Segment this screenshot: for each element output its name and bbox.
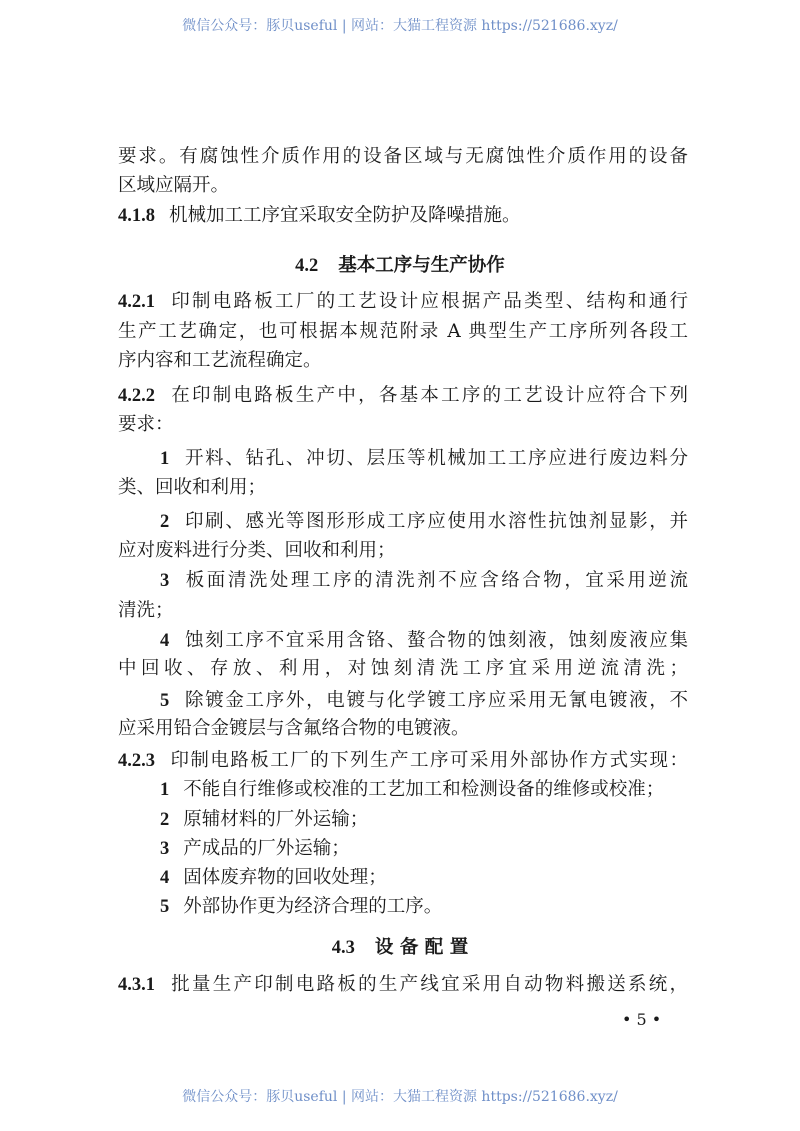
text-line: 中回收、存放、利用，对蚀刻清洗工序宜采用逆流清洗； [118,658,688,679]
text-line: 要求： [118,414,174,435]
watermark-bottom: 微信公众号：豚贝useful | 网站：大猫工程资源 https://521686.xyz/ [182,1089,618,1105]
list-item: 1 开料、钻孔、冲切、层压等机械加工工序应进行废边料分 [160,448,688,469]
page-number: • 5 • [622,1010,662,1029]
section-heading-4-2: 4.2 基本工序与生产协作 [295,255,505,276]
clause-4-2-2: 4.2.2 在印制电路板生产中，各基本工序的工艺设计应符合下列 [118,385,688,406]
clause-4-3-1: 4.3.1 批量生产印制电路板的生产线宜采用自动物料搬送系统， [118,974,688,995]
list-item: 3 板面清洗处理工序的清洗剂不应含络合物，宜采用逆流 [160,570,688,591]
text-line: 区域应隔开。 [118,175,230,196]
list-item: 4 固体废弃物的回收处理； [160,867,387,888]
list-item: 3 产成品的厂外运输； [160,838,350,859]
list-item: 1 不能自行维修或校准的工艺加工和检测设备的维修或校准； [160,779,665,800]
text-line: 应采用铅合金镀层与含氟络合物的电镀液。 [118,718,470,739]
list-item: 5 除镀金工序外，电镀与化学镀工序应采用无氰电镀液，不 [160,690,688,711]
text-line: 类、回收和利用； [118,477,267,498]
clause-4-1-8: 4.1.8 机械加工工序宜采取安全防护及降噪措施。 [118,205,521,226]
text-line: 清洗； [118,600,174,621]
section-heading-4-3: 4.3 设 备 配 置 [331,937,469,958]
text-line: 生产工艺确定，也可根据本规范附录 A 典型生产工序所列各段工 [118,321,688,342]
list-item: 2 印刷、感光等图形形成工序应使用水溶性抗蚀剂显影，并 [160,511,688,532]
list-item: 4 蚀刻工序不宜采用含铬、螯合物的蚀刻液，蚀刻废液应集 [160,630,688,651]
text-line: 序内容和工艺流程确定。 [118,350,322,371]
list-item: 2 原辅材料的厂外运输； [160,809,369,830]
text-line: 要求。有腐蚀性介质作用的设备区域与无腐蚀性介质作用的设备 [118,146,688,167]
list-item: 5 外部协作更为经济合理的工序。 [160,896,443,917]
text-line: 应对废料进行分类、回收和利用； [118,540,396,561]
watermark-top: 微信公众号：豚贝useful | 网站：大猫工程资源 https://521686.xyz/ [182,18,618,34]
clause-4-2-1: 4.2.1 印制电路板工厂的工艺设计应根据产品类型、结构和通行 [118,291,688,312]
clause-4-2-3: 4.2.3 印制电路板工厂的下列生产工序可采用外部协作方式实现： [118,750,688,771]
